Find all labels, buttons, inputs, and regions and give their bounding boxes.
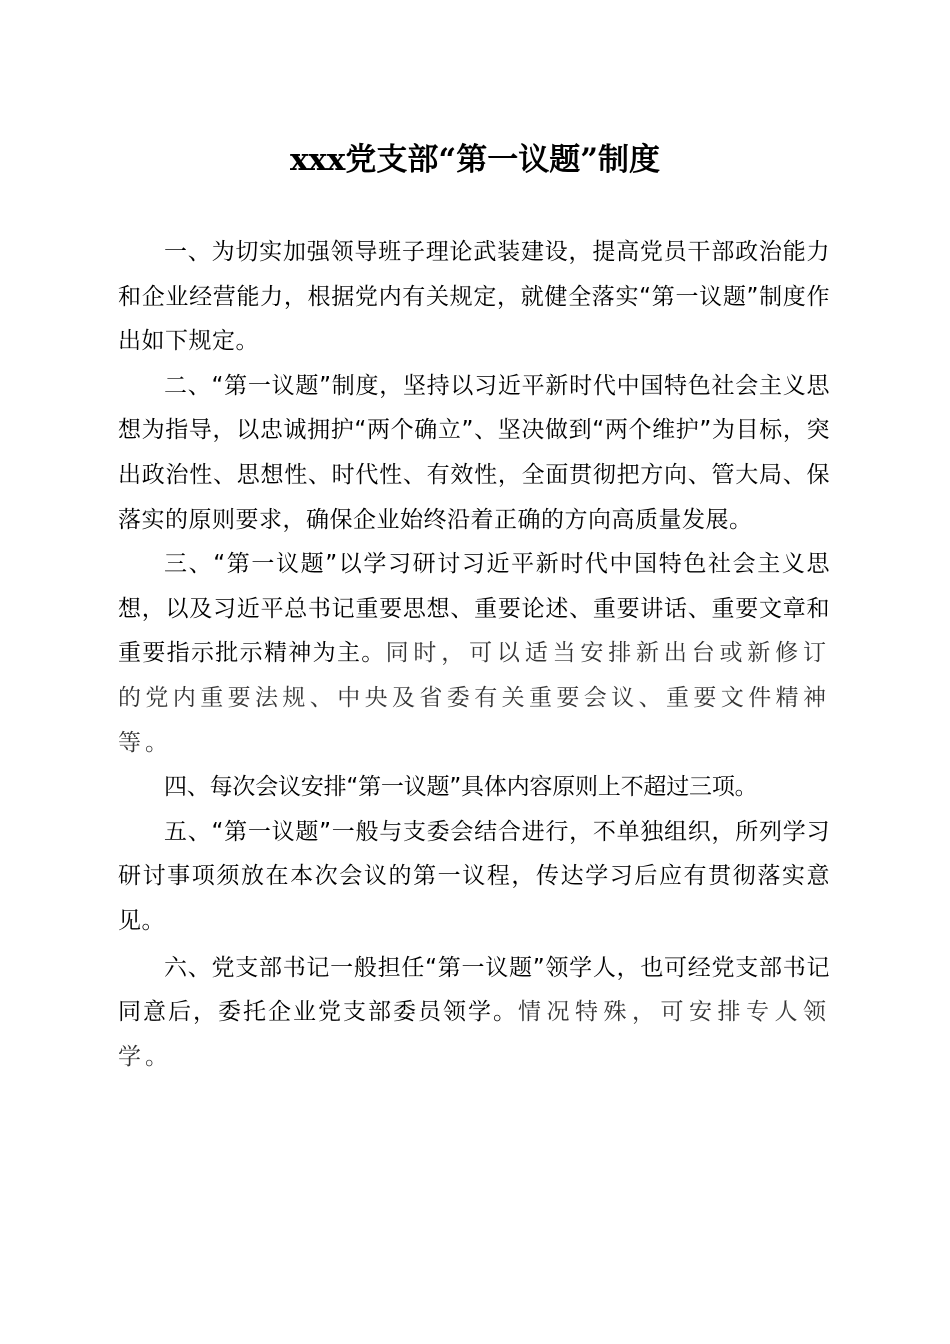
paragraph-6-supplement: 情况特殊，可安排专人领学。 <box>118 999 830 1070</box>
paragraph-5-text: 五、“第一议题”一般与支委会结合进行，不单独组织，所列学习研讨事项须放在本次会议的第一议程，传达学习后应有贯彻落实意见。 <box>118 818 830 934</box>
paragraph-4-text: 四、每次会议安排“第一议题”具体内容原则上不超过三项。 <box>164 774 758 801</box>
paragraph-3-text: 三、“第一议题”以学习研讨习近平新时代中国特色社会主义思想，以及习近平总书记重要思想、重要论述、重要讲话、重要文章和重要指示批示精神为主。 <box>118 551 830 667</box>
paragraph-1-text: 一、为切实加强领导班子理论武装建设，提高党员干部政治能力和企业经营能力，根据党内有关规定，就健全落实“第一议题”制度作出如下规定。 <box>118 239 830 355</box>
document-body <box>118 230 830 1079</box>
paragraph-5 <box>118 810 830 944</box>
paragraph-6 <box>118 946 830 1080</box>
document-title: xxx党支部“第一议题”制度 <box>289 142 661 178</box>
paragraph-1 <box>118 230 830 364</box>
paragraph-4 <box>118 765 830 810</box>
paragraph-2 <box>118 364 830 542</box>
paragraph-2-text: 二、“第一议题”制度，坚持以习近平新时代中国特色社会主义思想为指导，以忠诚拥护“两个确立”、坚决做到“两个维护”为目标，突出政治性、思想性、时代性、有效性，全面贯彻把方向、管大局、保落实的原则要求，确保企业始终沿着正确的方向高质量发展。 <box>118 372 830 533</box>
paragraph-6-text: 六、党支部书记一般担任“第一议题”领学人，也可经党支部书记同意后，委托企业党支部委员领学。 <box>118 954 830 1026</box>
paragraph-3 <box>118 542 830 765</box>
paragraph-3-supplement: 同时，可以适当安排新出台或新修订的党内重要法规、中央及省委有关重要会议、重要文件精神等。 <box>118 640 831 756</box>
